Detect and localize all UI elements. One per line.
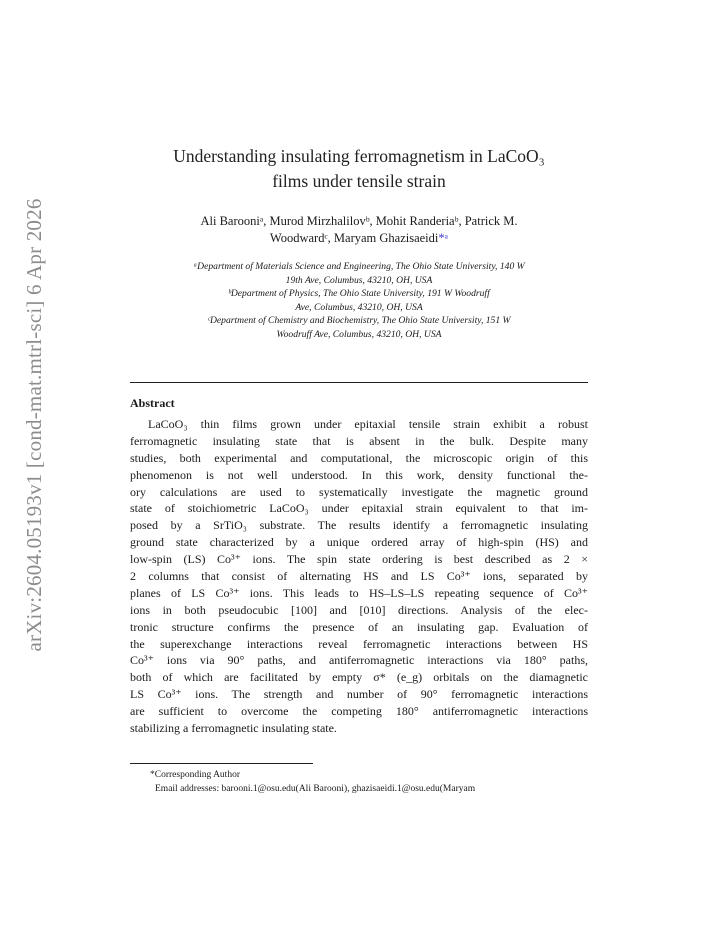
abstract-line: ory calculations are used to systematically investigate the magnetic ground bbox=[130, 484, 588, 499]
paper-title bbox=[130, 144, 588, 194]
abstract-line: phenomenon is not well understood. In this work, density functional the- bbox=[130, 467, 588, 482]
abstract-heading: Abstract bbox=[130, 396, 175, 410]
authors-line-2 bbox=[130, 230, 588, 247]
abstract-line: LaCoO₃ thin films grown under epitaxial tensile strain exhibit a robust bbox=[148, 417, 588, 431]
footnotes bbox=[150, 768, 590, 796]
abstract-line: the superexchange interactions reveal ferromagnetic interactions between HS bbox=[130, 636, 588, 651]
affiliation-line: ᶜDepartment of Chemistry and Biochemistry, The Ohio State University, 151 W bbox=[207, 315, 511, 327]
abstract-line: LS Co³⁺ ions. The strength and number of 90° ferromagnetic interactions bbox=[130, 687, 588, 702]
arxiv-identifier: arXiv:2604.05193v1 [cond-mat.mtrl-sci] 6 Apr 2026 bbox=[22, 198, 46, 652]
abstract-line: studies, both experimental and computational, the microscopic origin of this bbox=[130, 450, 588, 465]
abstract-line: both of which are facilitated by empty σ* (e_g) orbitals on the diamagnetic bbox=[130, 670, 588, 685]
affiliations bbox=[130, 260, 588, 342]
title-line-1: Understanding insulating ferromagnetism in LaCoO₃ bbox=[173, 146, 545, 166]
abstract-body bbox=[130, 416, 588, 737]
affiliation-line: ᵃDepartment of Materials Science and Engineering, The Ohio State University, 140 W bbox=[193, 261, 525, 272]
abstract-line: are sufficient to overcome the competing 180° antiferromagnetic interactions bbox=[130, 704, 588, 719]
abstract-line: stabilizing a ferromagnetic insulating state. bbox=[130, 721, 337, 736]
abstract-line: posed by a SrTiO₃ substrate. The results identify a ferromagnetic insulating bbox=[130, 518, 588, 533]
author-list bbox=[130, 213, 588, 247]
abstract-line: state of stoichiometric LaCoO₃ under epitaxial strain equivalent to that im- bbox=[130, 501, 588, 516]
abstract-line: planes of LS Co³⁺ ions. This leads to HS–LS–LS repeating sequence of Co³⁺ bbox=[130, 585, 588, 600]
title-line-2: films under tensile strain bbox=[272, 171, 446, 191]
affiliation-line: ᵇDepartment of Physics, The Ohio State University, 191 W Woodruff bbox=[228, 288, 490, 300]
affiliation-line: Ave, Columbus, 43210, OH, USA bbox=[295, 301, 423, 313]
abstract-top-rule bbox=[130, 382, 588, 383]
authors-line-2-names: Woodwardᶜ, Maryam Ghazisaeidi bbox=[269, 231, 439, 245]
authors-line-1: Ali Barooniᵃ, Murod Mirzhalilovᵇ, Mohit Randeriaᵇ, Patrick M. bbox=[200, 214, 518, 228]
abstract-line: ions in both pseudocubic [100] and [010] directions. Analysis of the elec- bbox=[130, 602, 588, 617]
affiliation-line: Woodruff Ave, Columbus, 43210, OH, USA bbox=[276, 328, 442, 340]
affiliation-line: 19th Ave, Columbus, 43210, OH, USA bbox=[285, 274, 433, 286]
footnote-rule bbox=[130, 763, 313, 764]
abstract-line: Co³⁺ ions via 90° paths, and antiferromagnetic interactions via 180° paths, bbox=[130, 653, 588, 668]
abstract-line: tronic structure confirms the presence of an insulating gap. Evaluation of bbox=[130, 619, 588, 634]
corresponding-author-link[interactable]: *ᵃ bbox=[438, 231, 449, 245]
abstract-line: low-spin (LS) Co³⁺ ions. The spin state ordering is best described as 2 × bbox=[130, 552, 588, 567]
email-addresses: Email addresses: barooni.1@osu.edu(Ali Barooni), ghazisaeidi.1@osu.edu(Maryam bbox=[155, 784, 476, 794]
abstract-line: ferromagnetic insulating state that is absent in the bulk. Despite many bbox=[130, 433, 588, 448]
corresponding-author-note: *Corresponding Author bbox=[150, 770, 240, 780]
abstract-line: ground state characterized by a unique ordered array of high-spin (HS) and bbox=[130, 535, 588, 550]
abstract-line: 2 columns that consist of alternating HS and LS Co³⁺ ions, separated by bbox=[130, 569, 588, 584]
